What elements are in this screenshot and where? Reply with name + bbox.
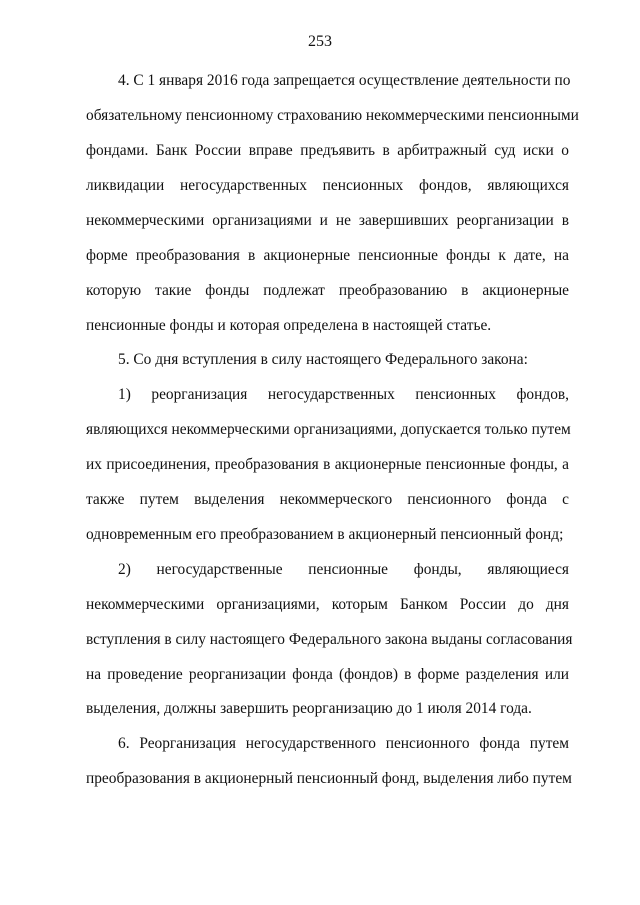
- paragraph-line: преобразования в акционерный пенсионный фонд, выделения либо путем: [86, 770, 572, 787]
- paragraph-line: пенсионные фонды и которая определена в настоящей статье.: [86, 317, 492, 334]
- paragraph-line: их присоединения, преобразования в акционерные пенсионные фонды, а: [86, 456, 569, 473]
- paragraph-line: которую такие фонды подлежат преобразованию в акционерные: [86, 282, 569, 299]
- paragraph-line: 5. Со дня вступления в силу настоящего Федерального закона:: [118, 351, 528, 368]
- paragraph-line: вступления в силу настоящего Федерального закона выданы согласования: [86, 631, 573, 648]
- paragraph-line: 2) негосударственные пенсионные фонды, являющиеся: [118, 561, 569, 578]
- paragraph-line: 1) реорганизация негосударственных пенсионных фондов,: [118, 386, 569, 403]
- paragraph-line: 4. С 1 января 2016 года запрещается осуществление деятельности по: [118, 72, 571, 89]
- paragraph-line: фондами. Банк России вправе предъявить в арбитражный суд иски о: [86, 142, 569, 159]
- page-number: 253: [308, 33, 332, 50]
- paragraph-line: форме преобразования в акционерные пенсионные фонды к дате, на: [86, 247, 569, 264]
- paragraph-line: также путем выделения некоммерческого пенсионного фонда с: [86, 491, 569, 508]
- paragraph-line: на проведение реорганизации фонда (фондов) в форме разделения или: [86, 666, 569, 683]
- paragraph-line: некоммерческими организациями, которым Банком России до дня: [86, 596, 569, 613]
- paragraph-line: одновременным его преобразованием в акционерный пенсионный фонд;: [86, 526, 564, 543]
- paragraph-line: 6. Реорганизация негосударственного пенсионного фонда путем: [118, 735, 569, 752]
- paragraph-line: выделения, должны завершить реорганизацию до 1 июля 2014 года.: [86, 700, 532, 717]
- paragraph-line: ликвидации негосударственных пенсионных фондов, являющихся: [86, 177, 569, 194]
- paragraph-line: обязательному пенсионному страхованию некоммерческими пенсионными: [86, 107, 579, 124]
- paragraph-line: являющихся некоммерческими организациями, допускается только путем: [86, 421, 571, 438]
- paragraph-line: некоммерческими организациями и не завершивших реорганизации в: [86, 212, 569, 229]
